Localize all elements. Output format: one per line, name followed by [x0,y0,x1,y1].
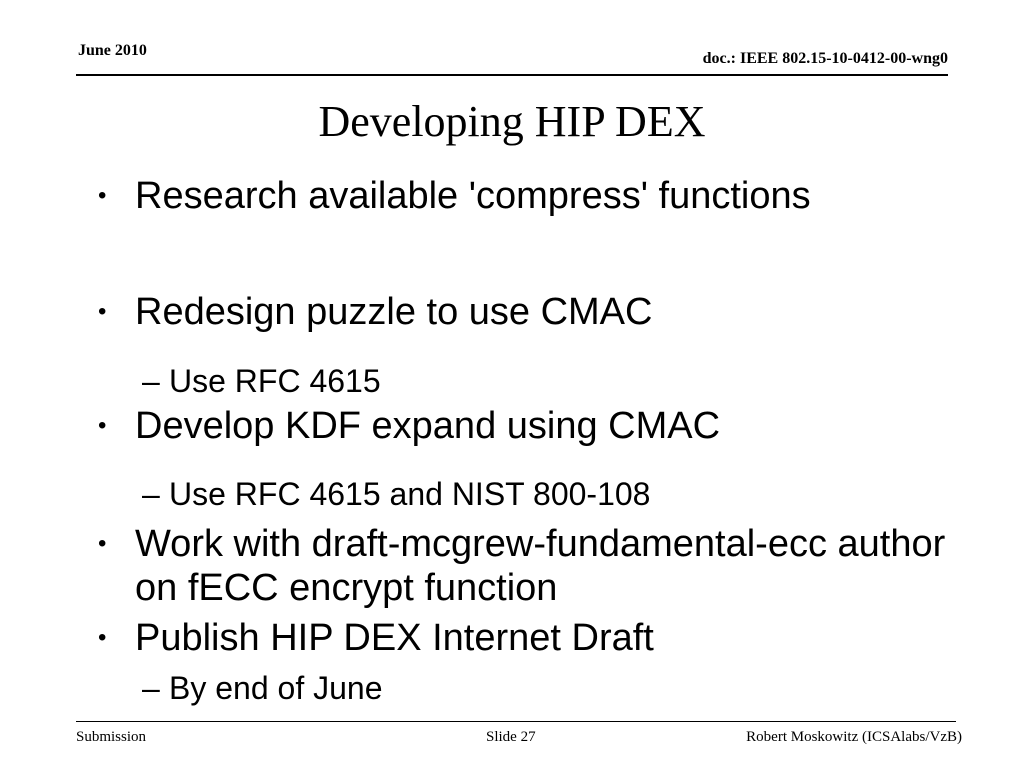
header-rule [76,74,948,76]
header-date: June 2010 [78,42,147,59]
bullet-icon: • [98,182,107,209]
dash-icon: – [142,363,160,399]
footer-submission: Submission [76,729,147,745]
footer-slide-number: Slide 27 [486,729,536,745]
bullet-develop-kdf [96,404,955,448]
bullet-fecc-encrypt [96,522,955,610]
slide-title: Developing HIP DEX [318,97,706,146]
bullet-text: Research available 'compress' functions [135,175,811,217]
footer-author: Robert Moskowitz (ICSAlabs/VzB) [746,729,962,745]
footer-rule [76,721,956,722]
bullet-text: Work with draft-mcgrew-fundamental-ecc author on fECC encrypt function [135,523,946,609]
bullet-icon: • [98,624,107,651]
sub-bullet-text: Use RFC 4615 and NIST 800-108 [169,476,651,512]
bullet-icon: • [98,530,107,557]
bullet-icon: • [98,412,107,439]
sub-bullet-rfc-4615 [142,361,989,401]
bullet-text: Redesign puzzle to use CMAC [135,291,653,333]
dash-icon: – [142,476,160,512]
header-document-id: doc.: IEEE 802.15-10-0412-00-wng0 [702,50,948,67]
bullet-publish-draft [96,616,955,660]
dash-icon: – [142,670,160,706]
bullet-text: Develop KDF expand using CMAC [135,405,721,447]
sub-bullet-rfc-nist [142,474,989,514]
sub-bullet-end-of-june [142,668,989,708]
sub-bullet-text: Use RFC 4615 [169,363,381,399]
sub-bullet-text: By end of June [169,670,383,706]
bullet-redesign-puzzle [96,290,955,334]
bullet-text: Publish HIP DEX Internet Draft [135,617,654,659]
bullet-icon: • [98,298,107,325]
bullet-research-compress [96,174,955,218]
